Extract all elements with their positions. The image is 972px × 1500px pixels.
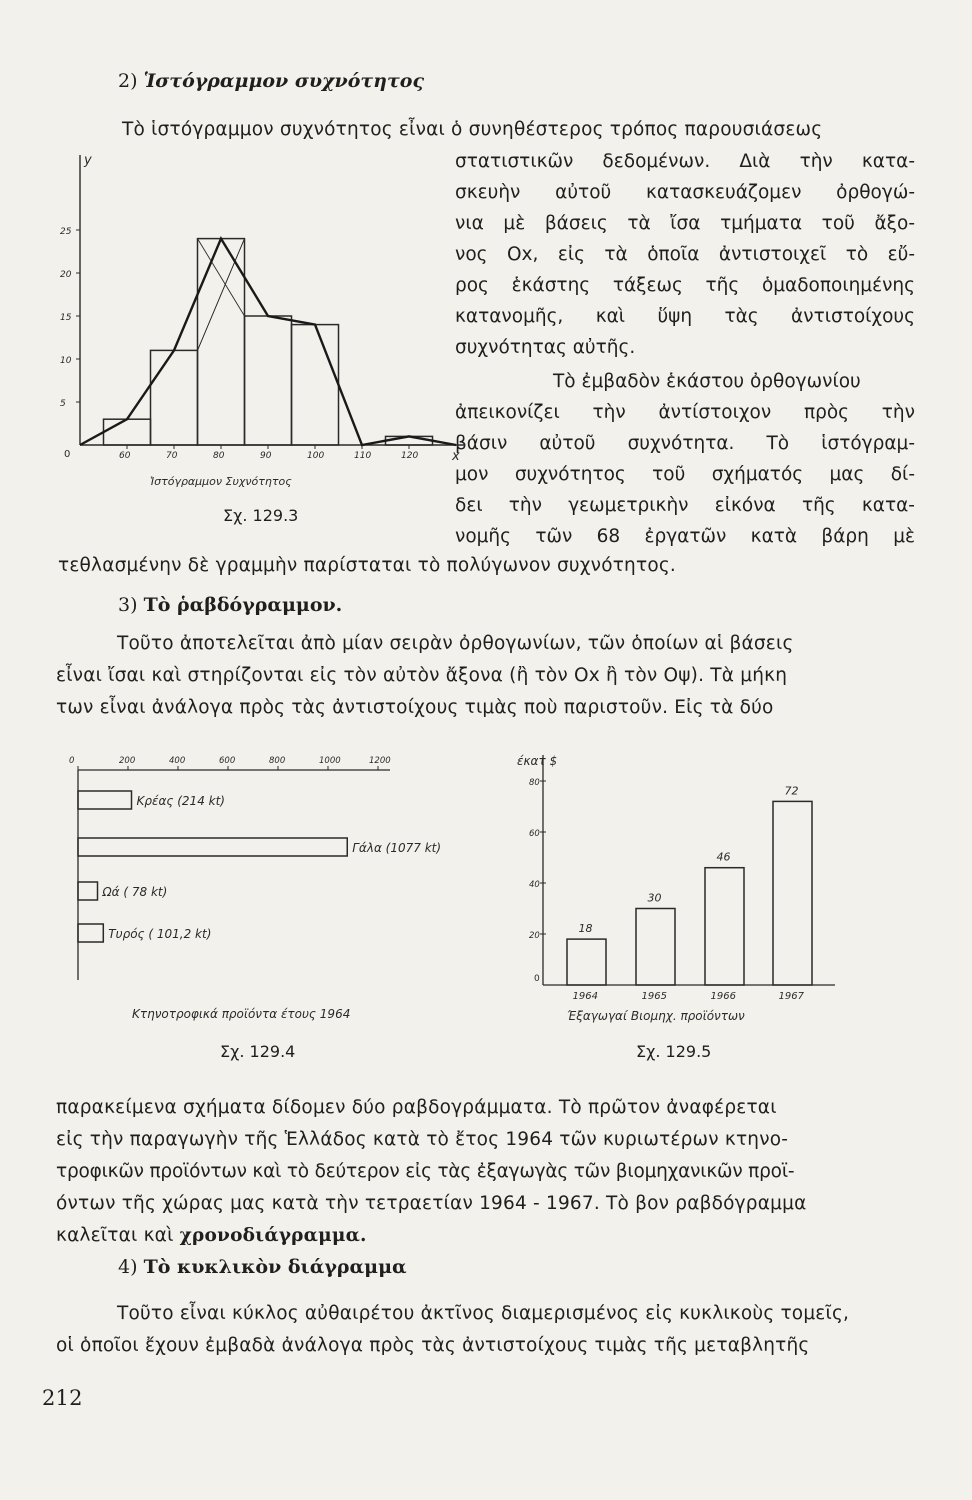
section-number: 3) [118,594,138,616]
bar-Κρέας [78,791,132,809]
value-label: 72 [784,784,799,798]
text-line: ρος ἑκάστης τάξεως τῆς ὁμαδοποιημένης [455,275,915,296]
x-tick-label: 400 [169,756,186,766]
section-4-heading [118,1256,407,1278]
x-tick-label: 800 [269,756,286,766]
y-axis-label: y [84,153,92,168]
text-line: εἰς τὴν παραγωγὴν τῆς Ἑλλάδος κατὰ τὸ ἔτος 1964 τῶν κυριωτέρων κτηνο- [56,1129,789,1150]
bar-1965 [636,909,675,986]
y-tick-label: 20 [60,270,72,280]
text-line: νομῆς τῶν 68 ἐργατῶν κατὰ βάρη μὲ [455,526,915,547]
section-number: 4) [118,1256,138,1278]
x-tick-label: 200 [119,756,136,766]
page-number: 212 [42,1386,83,1410]
text-line: νος Οx, εἰς τὰ ὁποῖα ἀντιστοιχεῖ τὸ εὔ- [455,244,915,265]
paragraph-closing: τεθλασμένην δὲ γραμμὴν παρίσταται τὸ πολύγωνον συχνότητος. [58,555,676,576]
bar-Ωά [78,882,98,900]
histogram-bar [104,419,151,445]
text-line: σκευὴν αὐτοῦ κατασκευάζομεν ὀρθογώ- [455,182,915,203]
figure-caption-129-5: Σχ. 129.5 [636,1042,712,1061]
origin-label: 0 [64,449,71,460]
x-tick-label: 1964 [572,991,598,1002]
x-tick-label: 100 [307,451,325,461]
frequency-polygon [80,239,456,445]
x-tick-label: 120 [401,451,419,461]
bar-1964 [567,939,606,985]
bar-1966 [705,868,744,985]
section-2-heading [118,70,424,92]
livestock-bar-chart [60,750,460,1040]
histogram-bar [292,325,339,445]
text-line: δει τὴν γεωμετρικὴν εἰκόνα τῆς κατα- [455,495,915,516]
section-title: Τὸ ῥαβδόγραμμον. [143,594,343,616]
x-tick-label: 1200 [369,756,391,766]
text-line [56,1220,367,1252]
figure-caption-129-4: Σχ. 129.4 [220,1042,296,1061]
text-line: συχνότητας αὐτῆς. [455,337,636,358]
text-line: μον συχνότητος τοῦ σχήματός μας δί- [455,464,915,485]
value-label: 30 [647,891,662,905]
text-line: νια μὲ βάσεις τὰ ἴσα τμήματα τοῦ ἄξο- [455,213,915,234]
histogram-description [455,146,915,363]
bar-label: Γάλα (1077 kt) [352,841,442,855]
bar-label: Ωά ( 78 kt) [102,885,168,899]
text-fragment: καλεῖται καὶ [56,1225,174,1246]
histogram-chart [40,140,480,500]
x-tick-label: 1965 [641,991,667,1002]
section-number: 2) [118,70,138,92]
histogram-bar [198,239,245,445]
paragraph-intro: Τὸ ἱστόγραμμον συχνότητος εἶναι ὁ συνηθέστερος τρόπος παρουσιάσεως [122,119,823,140]
bar-1967 [773,801,812,985]
text-line: Τὸ ἐμβαδὸν ἑκάστου ὀρθογωνίου [553,371,861,392]
text-line: βάσιν αὐτοῦ συχνότητα. Τὸ ἱστόγραμ- [455,433,915,454]
x-tick-label: 600 [219,756,236,766]
text-line: τροφικῶν προϊόντων καὶ τὸ δεύτερον εἰς τὰς ἐξαγωγὰς τῶν βιομηχανικῶν προϊ- [56,1161,795,1182]
bar-Γάλα [78,838,347,856]
text-line: των εἶναι ἀνάλογα πρὸς τὰς ἀντιστοίχους τιμὰς ποὺ παριστοῦν. Εἰς τὰ δύο [56,697,774,718]
bold-term: χρονοδιάγραμμα. [179,1225,367,1246]
chart-title: Κτηνοτροφικά προϊόντα έτους 1964 [132,1007,351,1021]
section-title: Ἱστόγραμμον συχνότητος [143,70,425,92]
text-line: παρακείμενα σχήματα δίδομεν δύο ραβδογράμματα. Τὸ πρῶτον ἀναφέρεται [56,1097,777,1118]
x-tick-label: 1000 [319,756,341,766]
x-tick-label: 1967 [778,991,804,1002]
bar-label: Κρέας (214 kt) [136,794,225,808]
y-tick-label: 25 [60,227,72,237]
text-line: εἶναι ἴσαι καὶ στηρίζονται εἰς τὸν αὐτὸν ἄξονα (ἢ τὸν Οx ἢ τὸν Οψ). Τὰ μήκη [56,665,788,686]
text-line: οἱ ὁποῖοι ἔχουν ἐμβαδὰ ἀνάλογα πρὸς τὰς ἀντιστοίχους τιμὰς τῆς μεταβλητῆς [56,1335,810,1356]
section-3-heading [118,594,342,616]
x-tick-label: 80 [213,451,225,461]
histogram-bar [245,316,292,445]
histogram-description-2 [455,366,915,552]
y-tick-label: 5 [60,399,66,409]
x-axis-label: x [452,449,460,464]
bar-Τυρός [78,924,103,942]
y-tick-label: 40 [529,880,540,890]
chart-title: Έξαγωγαί Βιομηχ. προϊόντων [567,1009,745,1023]
y-tick-label: 80 [529,778,540,788]
text-line: όντων τῆς χώρας μας κατὰ τὴν τετραετίαν 1964 - 1967. Τὸ βον ραβδόγραμμα [56,1193,807,1214]
y-axis-label: έκατ $ [517,754,558,768]
y-tick-label: 60 [529,829,540,839]
figure-caption-129-3: Σχ. 129.3 [223,506,299,525]
construction-line [198,239,245,351]
exports-bar-chart [505,740,835,1030]
text-line: Τοῦτο εἶναι κύκλος αὐθαιρέτου ἀκτῖνος διαμερισμένος εἰς κυκλικοὺς τομεῖς, [117,1303,850,1324]
text-line: Τοῦτο ἀποτελεῖται ἀπὸ μίαν σειρὰν ὀρθογωνίων, τῶν ὁποίων αἱ βάσεις [117,633,794,654]
x-tick-label: 110 [354,451,372,461]
y-tick-label: 15 [60,313,72,323]
y-tick-label: 10 [60,356,72,366]
section-title: Τὸ κυκλικὸν διάγραμμα [143,1256,407,1278]
chart-title: Ἱστόγραμμον Συχνότητος [150,475,292,488]
text-line: ἀπεικονίζει τὴν ἀντίστοιχον πρὸς τὴν [455,402,915,423]
histogram-bar [151,350,198,445]
bar-label: Τυρός ( 101,2 kt) [108,927,212,941]
x-tick-label: 1966 [710,991,736,1002]
histogram-bar [386,436,433,445]
x-tick-label: 0 [69,756,75,766]
x-tick-label: 60 [119,451,131,461]
y-tick-label: 20 [529,931,540,941]
value-label: 18 [578,922,593,936]
x-tick-label: 90 [260,451,272,461]
value-label: 46 [716,850,731,864]
text-line: στατιστικῶν δεδομένων. Διὰ τὴν κατα- [455,151,915,172]
origin-label: 0 [534,974,540,984]
x-tick-label: 70 [166,451,178,461]
text-line: κατανομῆς, καὶ ὕψη τὰς ἀντιστοίχους [455,306,915,327]
